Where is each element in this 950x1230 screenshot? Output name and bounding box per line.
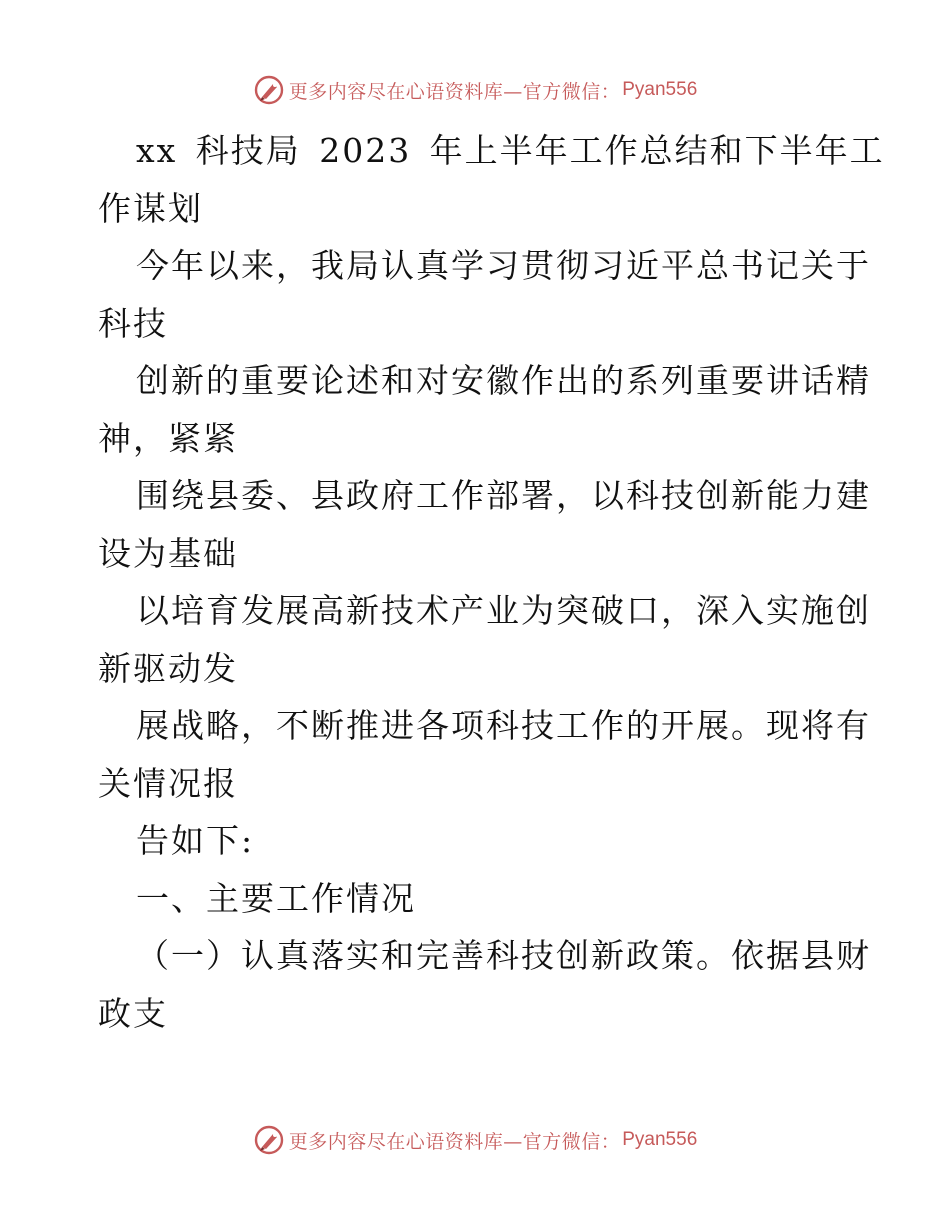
paragraph-line: 以培育发展高新技术产业为突破口，深入实施创 [136,591,871,630]
document-title-line-1: xx 科技局 2023 年上半年工作总结和下半年工 [136,131,885,170]
watermark-group [253,74,698,106]
paragraph-line: 关情况报 [98,763,238,803]
watermark-text: 更多内容尽在心语资料库—官方微信： [288,80,621,103]
footer-watermark [0,1122,950,1158]
paragraph-line: 创新的重要论述和对安徽作出的系列重要讲话精 [136,361,871,400]
document-body [98,122,885,1042]
watermark-handle: Pyan556 [622,79,698,100]
section-heading: 一、主要工作情况 [136,878,416,918]
pen-logo-icon [253,1124,285,1156]
paragraph-line: 围绕县委、县政府工作部署，以科技创新能力建 [136,476,871,515]
header-watermark [0,72,950,108]
paragraph-line: 设为基础 [98,533,238,573]
paragraph-line: 神，紧紧 [98,418,238,458]
paragraph-line: 告如下: [136,821,255,860]
document-title-line-2: 作谋划 [98,188,203,228]
subsection-heading-line: （一）认真落实和完善科技创新政策。依据县财 [136,936,871,975]
watermark-handle: Pyan556 [622,1129,698,1150]
watermark-text: 更多内容尽在心语资料库—官方微信： [288,1130,621,1153]
paragraph-line: 展战略，不断推进各项科技工作的开展。现将有 [136,706,871,745]
paragraph-line: 政支 [98,993,168,1033]
watermark-group [253,1124,698,1156]
paragraph-line: 新驱动发 [98,648,238,688]
paragraph-line: 今年以来，我局认真学习贯彻习近平总书记关于 [136,246,871,285]
paragraph-line: 科技 [98,303,168,343]
pen-logo-icon [253,74,285,106]
